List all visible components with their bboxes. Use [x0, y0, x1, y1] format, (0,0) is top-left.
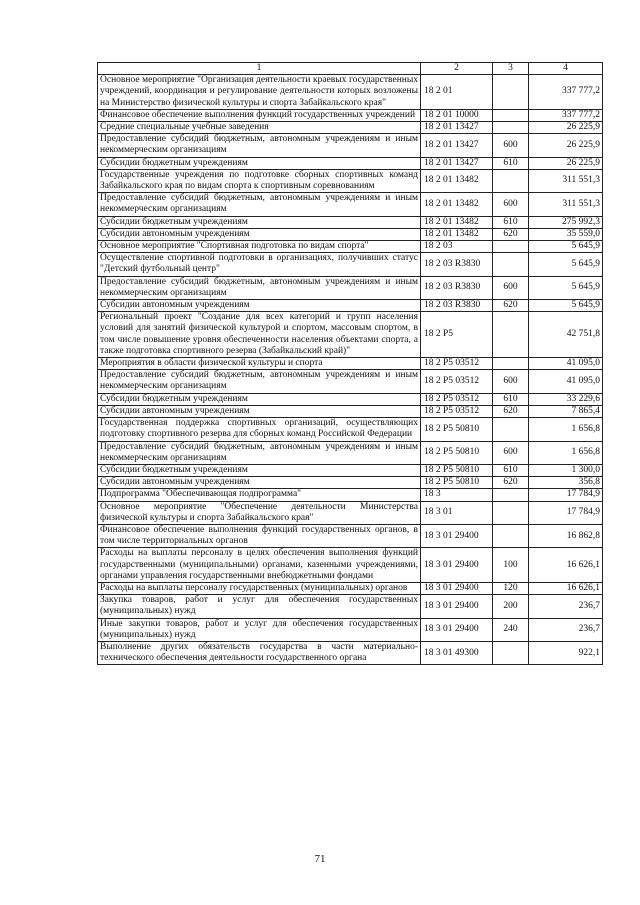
row-expense-type-cell: 620	[493, 300, 529, 312]
row-amount-cell: 17 784,9	[529, 501, 603, 524]
row-code-cell: 18 2 P5	[421, 312, 493, 358]
row-expense-type-cell: 610	[493, 393, 529, 405]
row-code-cell: 18 2 01	[421, 75, 493, 110]
row-code-cell: 18 2 01 13427	[421, 122, 493, 134]
row-code-cell: 18 2 03 R3830	[421, 300, 493, 312]
row-code-cell: 18 2 P5 03512	[421, 393, 493, 405]
row-expense-type-cell: 240	[493, 618, 529, 641]
table-row	[98, 109, 603, 121]
table-row	[98, 618, 603, 641]
row-name-cell: Закупка товаров, работ и услуг для обеспечения государственных (муниципальных) нужд	[98, 595, 421, 618]
row-expense-type-cell	[493, 501, 529, 524]
row-code-cell: 18 2 P5 50810	[421, 441, 493, 464]
row-name-cell: Основное мероприятие "Организация деятельности краевых государственных учреждений, координация и регулирование деятельности которых возложены на Министерство физической культуры и спорта Забайкальского края"	[98, 75, 421, 110]
row-expense-type-cell	[493, 418, 529, 441]
row-amount-cell: 5 645,9	[529, 241, 603, 253]
row-name-cell: Субсидии автономным учреждениям	[98, 477, 421, 489]
row-expense-type-cell: 620	[493, 405, 529, 417]
row-expense-type-cell: 610	[493, 216, 529, 228]
table-row	[98, 300, 603, 312]
row-code-cell: 18 2 01 13427	[421, 134, 493, 157]
table-row	[98, 524, 603, 547]
header-cell-2: 2	[421, 63, 493, 75]
table-row	[98, 441, 603, 464]
row-amount-cell: 236,7	[529, 618, 603, 641]
row-expense-type-cell	[493, 122, 529, 134]
row-code-cell: 18 2 03 R3830	[421, 276, 493, 299]
row-name-cell: Расходы на выплаты персоналу в целях обеспечения выполнения функций государственными (муниципальными) органами, казенными учреждениями, органами управления государственными внебюджетными фондами	[98, 548, 421, 583]
row-code-cell: 18 2 P5 50810	[421, 464, 493, 476]
table-row	[98, 477, 603, 489]
row-name-cell: Предоставление субсидий бюджетным, автономным учреждениям и иным некоммерческим организациям	[98, 193, 421, 216]
row-amount-cell: 35 559,0	[529, 228, 603, 240]
row-amount-cell: 337 777,2	[529, 75, 603, 110]
table-header-row	[98, 63, 603, 75]
row-name-cell: Субсидии автономным учреждениям	[98, 228, 421, 240]
row-name-cell: Иные закупки товаров, работ и услуг для обеспечения государственных (муниципальных) нужд	[98, 618, 421, 641]
row-amount-cell: 236,7	[529, 595, 603, 618]
row-code-cell: 18 3	[421, 489, 493, 501]
row-expense-type-cell	[493, 109, 529, 121]
row-amount-cell: 16 626,1	[529, 582, 603, 594]
row-name-cell: Субсидии бюджетным учреждениям	[98, 216, 421, 228]
page-number: 71	[314, 853, 326, 865]
row-amount-cell: 17 784,9	[529, 489, 603, 501]
table-body	[98, 63, 603, 665]
row-code-cell: 18 2 01 13482	[421, 216, 493, 228]
row-expense-type-cell: 600	[493, 134, 529, 157]
table-row	[98, 548, 603, 583]
row-code-cell: 18 2 03	[421, 241, 493, 253]
row-amount-cell: 16 862,8	[529, 524, 603, 547]
row-amount-cell: 275 992,3	[529, 216, 603, 228]
row-amount-cell: 26 225,9	[529, 134, 603, 157]
row-name-cell: Государственная поддержка спортивных организаций, осуществляющих подготовку спортивного резерва для сборных команд Российской Федерации	[98, 418, 421, 441]
row-expense-type-cell: 610	[493, 157, 529, 169]
table-row	[98, 489, 603, 501]
table-row	[98, 582, 603, 594]
row-expense-type-cell	[493, 75, 529, 110]
row-code-cell: 18 2 01 10000	[421, 109, 493, 121]
table-row	[98, 358, 603, 370]
row-expense-type-cell: 610	[493, 464, 529, 476]
row-name-cell: Расходы на выплаты персоналу государственных (муниципальных) органов	[98, 582, 421, 594]
row-expense-type-cell	[493, 524, 529, 547]
row-expense-type-cell	[493, 641, 529, 664]
row-amount-cell: 7 865,4	[529, 405, 603, 417]
table-row	[98, 370, 603, 393]
row-code-cell: 18 2 P5 03512	[421, 358, 493, 370]
row-expense-type-cell: 600	[493, 193, 529, 216]
table-row	[98, 216, 603, 228]
table-row	[98, 501, 603, 524]
row-name-cell: Субсидии бюджетным учреждениям	[98, 157, 421, 169]
row-amount-cell: 1 656,8	[529, 418, 603, 441]
row-name-cell: Осуществление спортивной подготовки в организациях, получивших статус "Детский футбольный центр"	[98, 253, 421, 276]
table-row	[98, 241, 603, 253]
row-name-cell: Государственные учреждения по подготовке сборных спортивных команд Забайкальского края по видам спорта к спортивным соревнованиям	[98, 169, 421, 192]
row-expense-type-cell	[493, 358, 529, 370]
row-code-cell: 18 2 01 13482	[421, 228, 493, 240]
row-expense-type-cell: 100	[493, 548, 529, 583]
row-code-cell: 18 3 01 29400	[421, 595, 493, 618]
row-amount-cell: 922,1	[529, 641, 603, 664]
row-name-cell: Предоставление субсидий бюджетным, автономным учреждениям и иным некоммерческим организациям	[98, 370, 421, 393]
table-row	[98, 169, 603, 192]
row-code-cell: 18 3 01 49300	[421, 641, 493, 664]
row-amount-cell: 1 300,0	[529, 464, 603, 476]
table-row	[98, 641, 603, 664]
table-row	[98, 312, 603, 358]
table-row	[98, 157, 603, 169]
row-amount-cell: 42 751,8	[529, 312, 603, 358]
row-name-cell: Мероприятия в области физической культуры и спорта	[98, 358, 421, 370]
table-row	[98, 393, 603, 405]
row-amount-cell: 5 645,9	[529, 300, 603, 312]
row-amount-cell: 1 656,8	[529, 441, 603, 464]
row-name-cell: Субсидии автономным учреждениям	[98, 405, 421, 417]
row-code-cell: 18 2 01 13482	[421, 169, 493, 192]
table-row	[98, 464, 603, 476]
table-row	[98, 193, 603, 216]
row-amount-cell: 5 645,9	[529, 276, 603, 299]
row-amount-cell: 26 225,9	[529, 157, 603, 169]
row-name-cell: Субсидии автономным учреждениям	[98, 300, 421, 312]
row-amount-cell: 16 626,1	[529, 548, 603, 583]
row-code-cell: 18 3 01 29400	[421, 618, 493, 641]
row-expense-type-cell: 600	[493, 441, 529, 464]
row-amount-cell: 41 095,0	[529, 358, 603, 370]
table-row	[98, 276, 603, 299]
row-expense-type-cell: 620	[493, 477, 529, 489]
row-amount-cell: 356,8	[529, 477, 603, 489]
row-name-cell: Финансовое обеспечение выполнения функций государственных учреждений	[98, 109, 421, 121]
row-code-cell: 18 2 P5 50810	[421, 477, 493, 489]
budget-table	[97, 62, 603, 665]
row-code-cell: 18 2 01 13427	[421, 157, 493, 169]
row-code-cell: 18 2 01 13482	[421, 193, 493, 216]
row-expense-type-cell	[493, 169, 529, 192]
row-name-cell: Предоставление субсидий бюджетным, автономным учреждениям и иным некоммерческим организациям	[98, 441, 421, 464]
row-code-cell: 18 3 01 29400	[421, 548, 493, 583]
row-name-cell: Субсидии бюджетным учреждениям	[98, 393, 421, 405]
row-code-cell: 18 2 P5 50810	[421, 418, 493, 441]
header-cell-1: 1	[98, 63, 421, 75]
row-name-cell: Основное мероприятие "Спортивная подготовка по видам спорта"	[98, 241, 421, 253]
row-name-cell: Средние специальные учебные заведения	[98, 122, 421, 134]
row-expense-type-cell: 620	[493, 228, 529, 240]
table-row	[98, 122, 603, 134]
row-name-cell: Финансовое обеспечение выполнения функций государственных органов, в том числе территориальных органов	[98, 524, 421, 547]
table-row	[98, 405, 603, 417]
row-expense-type-cell: 600	[493, 370, 529, 393]
row-amount-cell: 311 551,3	[529, 169, 603, 192]
table-row	[98, 75, 603, 110]
row-code-cell: 18 2 P5 03512	[421, 370, 493, 393]
row-expense-type-cell	[493, 489, 529, 501]
row-expense-type-cell	[493, 253, 529, 276]
row-name-cell: Основное мероприятие "Обеспечение деятельности Министерства физической культуры и спорта Забайкальского края"	[98, 501, 421, 524]
row-expense-type-cell	[493, 241, 529, 253]
row-amount-cell: 311 551,3	[529, 193, 603, 216]
table-row	[98, 134, 603, 157]
table-row	[98, 253, 603, 276]
row-amount-cell: 337 777,2	[529, 109, 603, 121]
row-name-cell: Подпрограмма "Обеспечивающая подпрограмма"	[98, 489, 421, 501]
row-expense-type-cell: 120	[493, 582, 529, 594]
row-amount-cell: 41 095,0	[529, 370, 603, 393]
row-code-cell: 18 2 03 R3830	[421, 253, 493, 276]
table-row	[98, 228, 603, 240]
row-amount-cell: 33 229,6	[529, 393, 603, 405]
row-name-cell: Предоставление субсидий бюджетным, автономным учреждениям и иным некоммерческим организациям	[98, 134, 421, 157]
row-code-cell: 18 3 01	[421, 501, 493, 524]
row-expense-type-cell: 600	[493, 276, 529, 299]
row-name-cell: Предоставление субсидий бюджетным, автономным учреждениям и иным некоммерческим организациям	[98, 276, 421, 299]
row-name-cell: Выполнение других обязательств государства в части материально-технического обеспечения деятельности государственного органа	[98, 641, 421, 664]
row-name-cell: Региональный проект "Создание для всех категорий и групп населения условий для занятий физической культурой и спортом, массовым спортом, в том числе повышение уровня обеспеченности населения объектами спорта, а также подготовка спортивного резерва (Забайкальский край)"	[98, 312, 421, 358]
row-expense-type-cell	[493, 312, 529, 358]
row-code-cell: 18 3 01 29400	[421, 582, 493, 594]
header-cell-4: 4	[529, 63, 603, 75]
row-amount-cell: 5 645,9	[529, 253, 603, 276]
table-row	[98, 418, 603, 441]
table-row	[98, 595, 603, 618]
row-name-cell: Субсидии бюджетным учреждениям	[98, 464, 421, 476]
header-cell-3: 3	[493, 63, 529, 75]
row-expense-type-cell: 200	[493, 595, 529, 618]
row-code-cell: 18 2 P5 03512	[421, 405, 493, 417]
row-code-cell: 18 3 01 29400	[421, 524, 493, 547]
row-amount-cell: 26 225,9	[529, 122, 603, 134]
